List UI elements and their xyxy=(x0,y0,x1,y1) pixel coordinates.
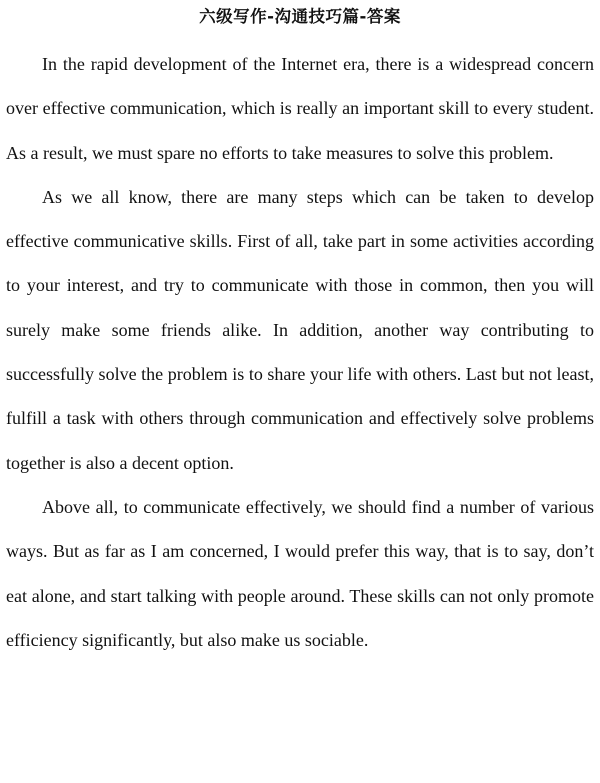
document-title: 六级写作-沟通技巧篇-答案 xyxy=(199,7,401,26)
document-page xyxy=(0,6,600,783)
paragraph-3: Above all, to communicate effectively, we should find a number of various ways. But as far as I am concerned, I would prefer this way, that is to say, don’t eat alone, and start talking with people around. These skills can not only promote efficiency significantly, but also make us sociable. xyxy=(6,496,594,650)
paragraph-1: In the rapid development of the Internet era, there is a widespread concern over effective communication, which is really an important skill to every student. As a result, we must spare no efforts to take measures to solve this problem. xyxy=(6,54,594,163)
paragraph-2: As we all know, there are many steps which can be taken to develop effective communicative skills. First of all, take part in some activities according to your interest, and try to communicate with those in common, then you will surely make some friends alike. In addition, another way contributing to successfully solve the problem is to share your life with others. Last but not least, fulfill a task with others through communication and effectively solve problems together is also a decent option. xyxy=(6,186,594,473)
